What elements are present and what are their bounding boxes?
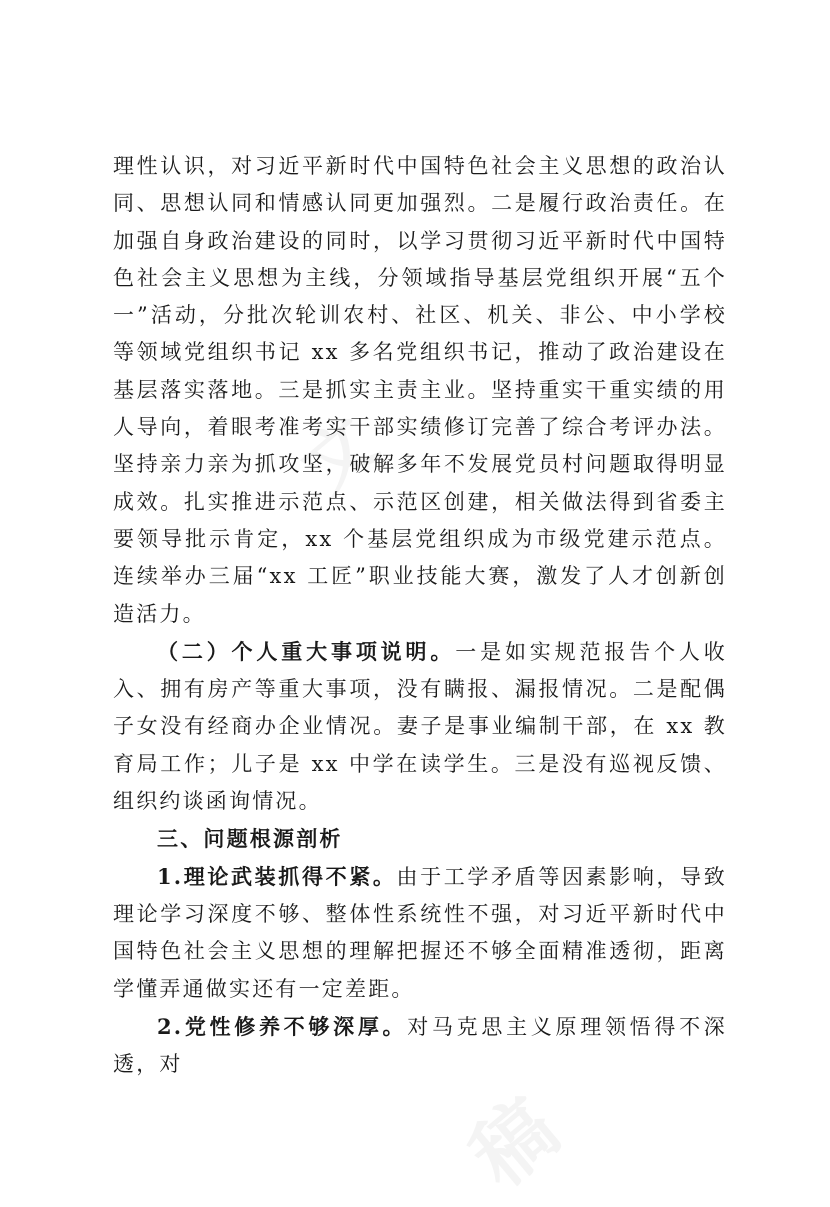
paragraph-body-personal-matters: 一是如实规范报告个人收入、拥有房产等重大事项，没有瞒报、漏报情况。二是配偶子女没有经商办企业情况。妻子是事业编制干部，在 xx 教育局工作；儿子是 xx 中学在读学生。三是没有巡视反馈、组织约谈函询情况。 (113, 639, 727, 814)
watermark-mark-bottom: 稿 (453, 1081, 576, 1205)
paragraph-body-theory: 由于工学矛盾等因素影响，导致理论学习深度不够、整体性系统性不强，对习近平新时代中国特色社会主义思想的理解把握还不够全面精准透彻，距离学懂弄通做实还有一定差距。 (113, 864, 727, 1001)
paragraph-personal-matters (113, 633, 727, 820)
paragraph-lead-personal-matters: （二）个人重大事项说明。 (157, 638, 456, 664)
paragraph-political-responsibility: 理性认识，对习近平新时代中国特色社会主义思想的政治认同、思想认同和情感认同更加强烈。二是履行政治责任。在加强自身政治建设的同时，以学习贯彻习近平新时代中国特色社会主义思想为主线，分领域指导基层党组织开展“五个一”活动，分批次轮训农村、社区、机关、非公、中小学校等领域党组织书记 xx 多名党组织书记，推动了政治建设在基层落实落地。三是抓实主责主业。坚持重实干重实绩的用人导向，着眼考准考实干部实绩修订完善了综合考评办法。坚持亲力亲为抓攻坚，破解多年不发展党员村问题取得明显成效。扎实推进示范点、示范区创建，相关做法得到省委主要领导批示肯定，xx 个基层党组织成为市级党建示范点。连续举办三届“xx 工匠”职业技能大赛，激发了人才创新创造活力。 (113, 154, 727, 626)
paragraph-party-spirit (113, 1008, 727, 1084)
section-heading-root-causes: 三、问题根源剖析 (157, 826, 343, 852)
document-page (113, 148, 727, 1083)
watermark-mark: 文 (285, 400, 392, 509)
paragraph-theory (113, 858, 727, 1008)
paragraph-lead-party-spirit: 2.党性修养不够深厚。 (157, 1013, 408, 1039)
paragraph-body-party-spirit: 对马克思主义原理领悟得不深透，对 (113, 1014, 727, 1077)
paragraph-lead-theory: 1.理论武装抓得不紧。 (157, 863, 397, 889)
